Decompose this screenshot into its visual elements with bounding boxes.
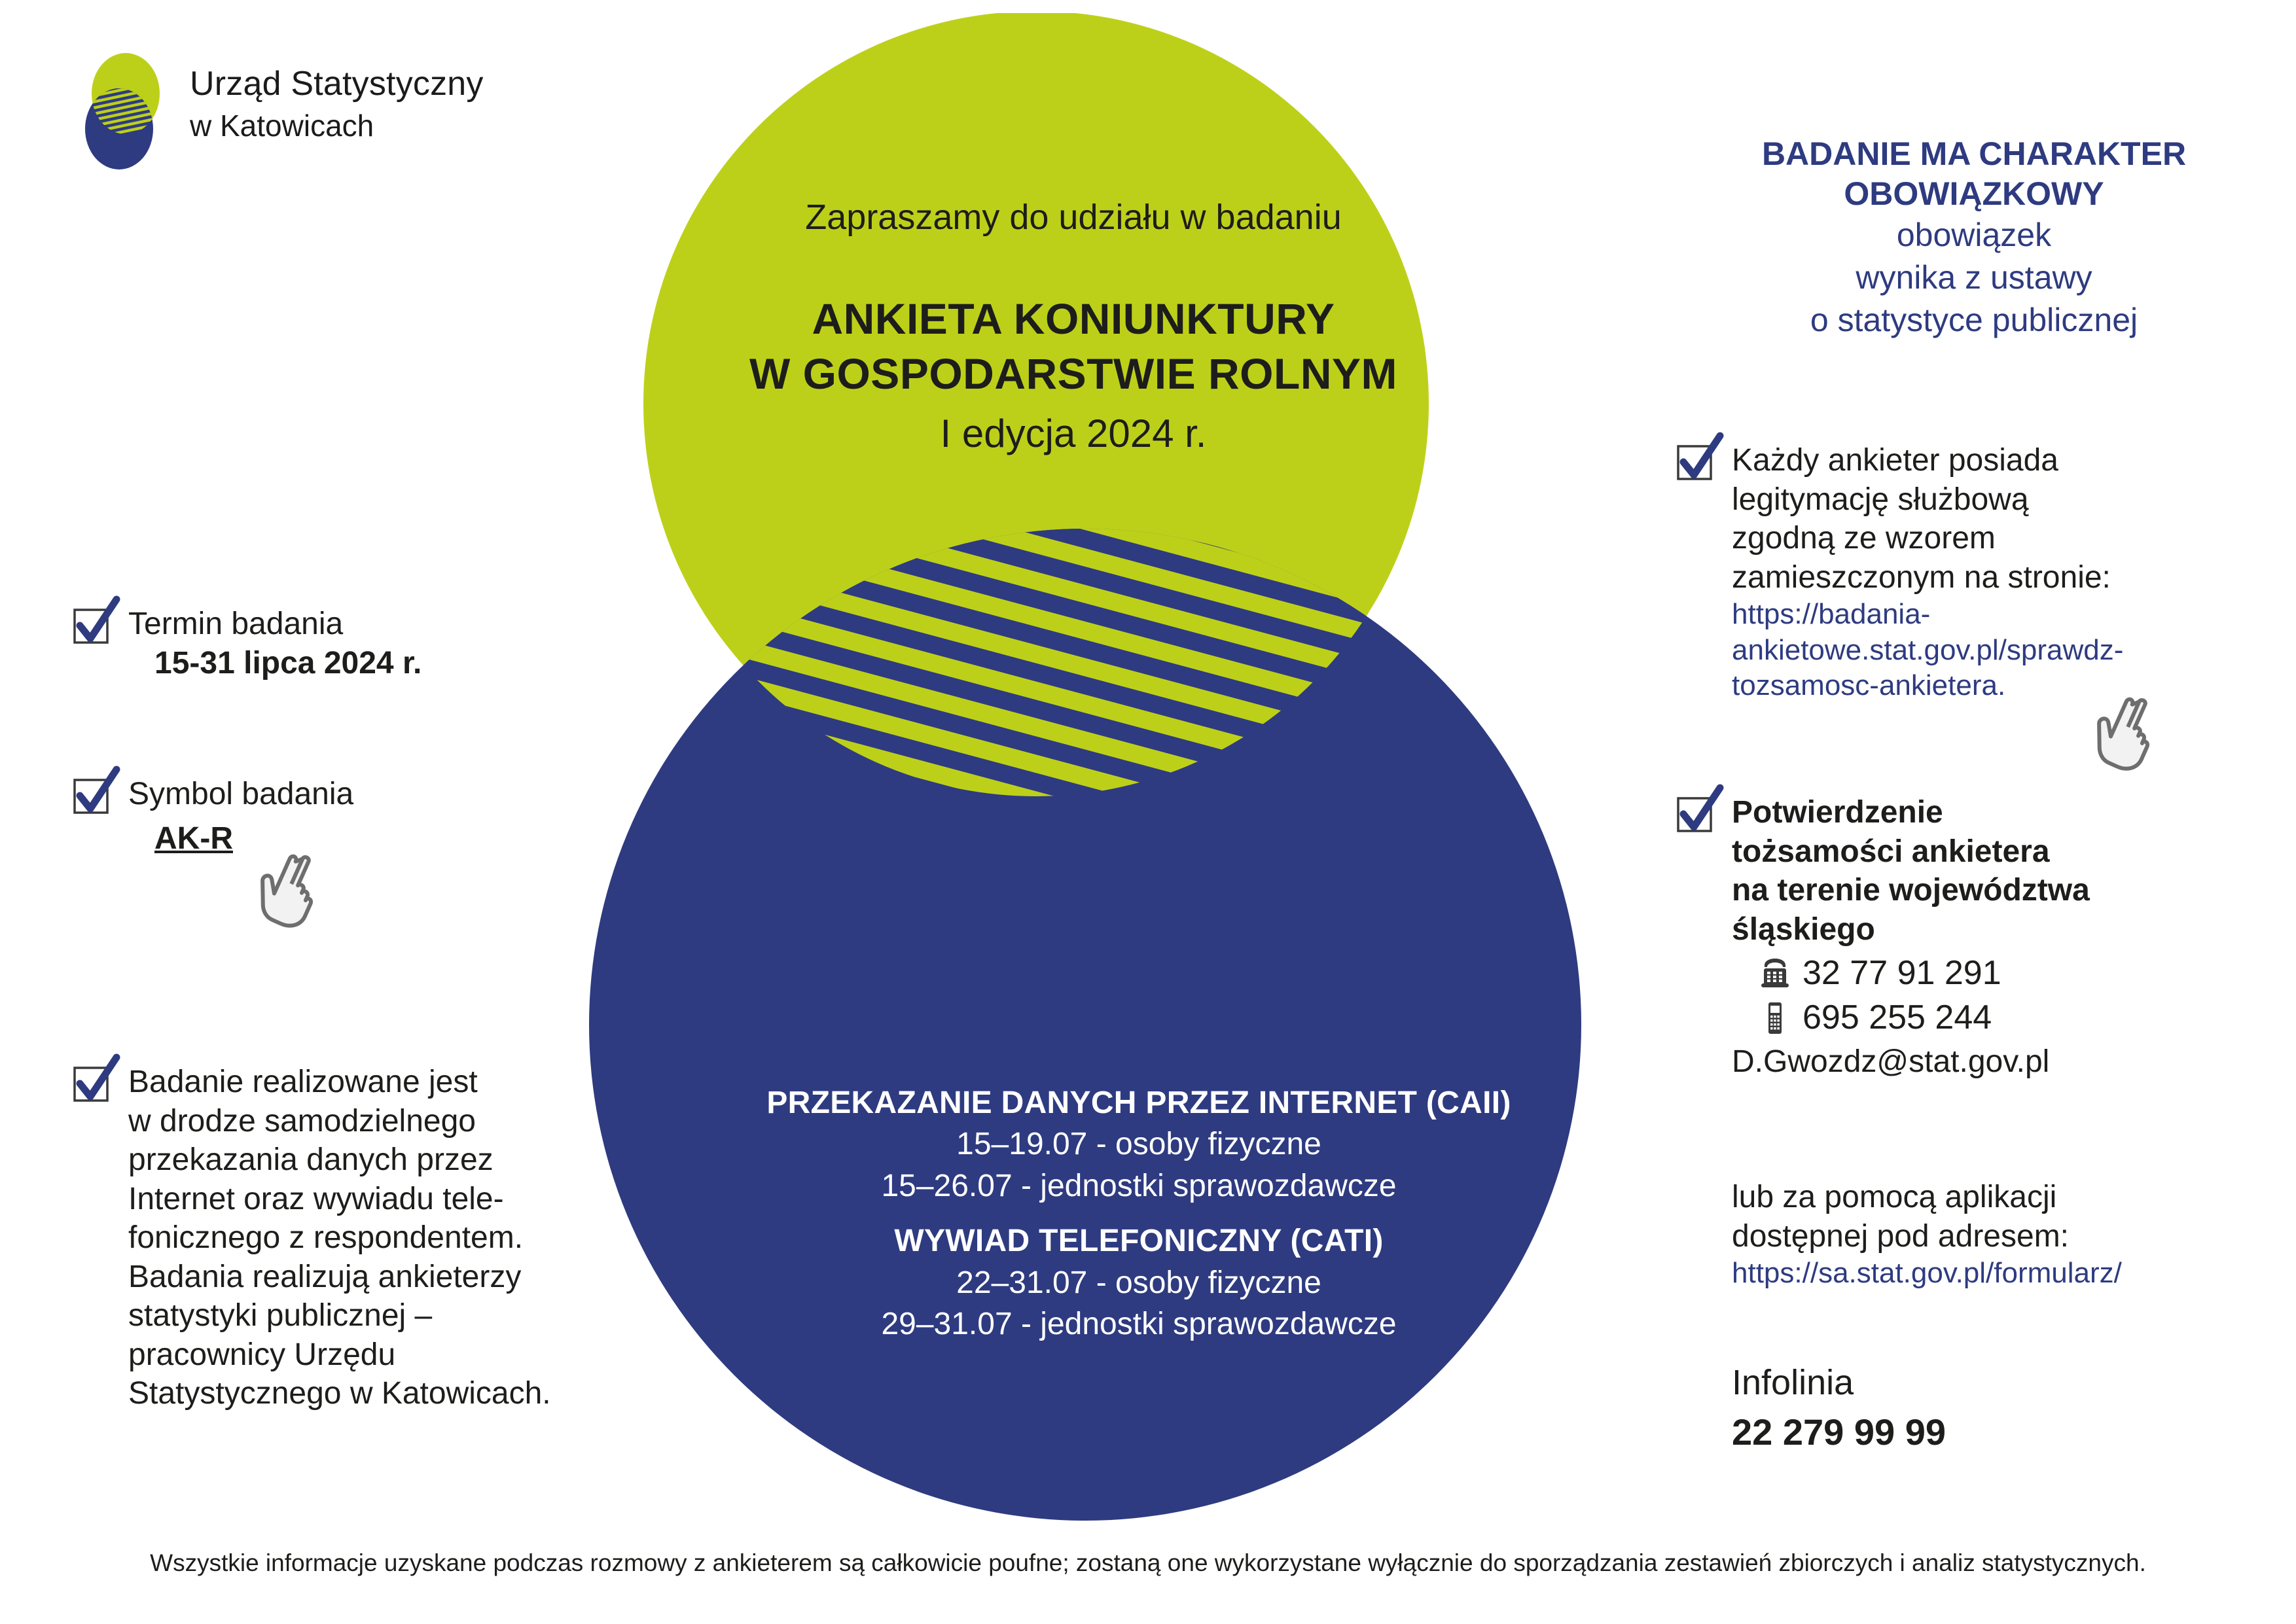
infolinia-number: 22 279 99 99: [1732, 1411, 1946, 1453]
mobile-phone-icon: [1761, 1001, 1789, 1035]
checkbox-checked-icon: [1676, 445, 1711, 480]
app-line-2: dostępnej pod adresem:: [1732, 1218, 2070, 1254]
blue-circle-text: [713, 1083, 1564, 1345]
caii-row-1: 15–19.07 - osoby fizyczne: [956, 1127, 1321, 1162]
contact-email[interactable]: D.Gwozdz@stat.gov.pl: [1732, 1044, 2050, 1079]
obligatory-title-line-1: BADANIE MA CHARAKTER: [1761, 135, 2187, 172]
realizacja-line: Internet oraz wywiadu tele-: [128, 1181, 504, 1216]
caii-heading: PRZEKAZANIE DANYCH PRZEZ INTERNET (CAII): [766, 1086, 1511, 1120]
realizacja-line: Statystycznego w Katowicach.: [128, 1376, 551, 1411]
checklist-item-potwierdzenie-body: [1732, 793, 2090, 1081]
checkbox-checked-icon: [72, 779, 107, 814]
survey-title-line-1: ANKIETA KONIUNKTURY: [812, 294, 1335, 343]
app-url[interactable]: https://sa.stat.gov.pl/formularz/: [1732, 1257, 2122, 1290]
obligatory-sub-line-3: o statystyce publicznej: [1810, 302, 2138, 338]
checklist-item-legitymacja-body: [1732, 441, 2123, 704]
organization-logo: [79, 52, 589, 170]
logo-line-1: Urząd Statystyczny: [190, 65, 484, 103]
caii-row-2: 15–26.07 - jednostki sprawozdawcze: [881, 1168, 1397, 1203]
checkbox-checked-icon: [72, 609, 107, 644]
potwierdzenie-line: tożsamości ankietera: [1732, 834, 2050, 869]
termin-value: 15-31 lipca 2024 r.: [154, 645, 422, 680]
legit-url-line-3[interactable]: tozsamosc-ankietera.: [1732, 669, 2006, 702]
potwierdzenie-line: Potwierdzenie: [1732, 795, 1943, 830]
checklist-item-symbol-body: [128, 775, 353, 858]
legit-line: Każdy ankieter posiada: [1732, 443, 2058, 478]
logo-mark-icon: [79, 52, 170, 170]
realizacja-line: Badanie realizowane jest: [128, 1065, 478, 1099]
obligatory-title-line-2: OBOWIĄZKOWY: [1844, 175, 2104, 212]
symbol-value: AK-R: [154, 821, 233, 856]
legit-line: zamieszczonym na stronie:: [1732, 559, 2111, 595]
invitation-text: Zapraszamy do udziału w badaniu: [805, 198, 1342, 237]
landline-phone-row: [1732, 953, 2090, 993]
checklist-item-termin-body: [128, 605, 422, 682]
realizacja-line: statystyki publicznej –: [128, 1298, 433, 1333]
spacer: [713, 1207, 1564, 1221]
potwierdzenie-line: śląskiego: [1732, 911, 1875, 947]
confidentiality-footer: Wszystkie informacje uzyskane podczas rozmowy z ankieterem są całkowicie poufne; zostaną one wykorzystane wyłącznie do sporządzania zestawień zbiorczych i analiz statystycznych.: [150, 1549, 2146, 1576]
obligatory-sub-line-2: wynika z ustawy: [1856, 259, 2092, 296]
realizacja-line: w drodze samodzielnego: [128, 1103, 476, 1139]
logo-wordmark: [190, 64, 484, 144]
application-block: [1732, 1178, 2269, 1292]
checklist-item-realizacja-body: [128, 1063, 551, 1413]
obligatory-notice: [1712, 134, 2236, 342]
symbol-label: Symbol badania: [128, 777, 354, 811]
potwierdzenie-line: na terenie województwa: [1732, 873, 2090, 908]
obligatory-sub-line-1: obowiązek: [1896, 217, 2052, 253]
logo-line-2: w Katowicach: [190, 109, 374, 143]
checkbox-checked-icon: [1676, 797, 1711, 832]
green-circle-text: [694, 196, 1453, 460]
termin-label: Termin badania: [128, 607, 344, 641]
cati-row-2: 29–31.07 - jednostki sprawozdawcze: [881, 1306, 1397, 1341]
cati-heading: WYWIAD TELEFONICZNY (CATI): [894, 1224, 1384, 1259]
legit-line: zgodną ze wzorem: [1732, 521, 1996, 556]
cati-row-1: 22–31.07 - osoby fizyczne: [956, 1265, 1321, 1300]
pointing-hand-cursor-icon: [2092, 694, 2165, 771]
survey-edition: I edycja 2024 r.: [940, 411, 1207, 455]
realizacja-line: przekazania danych przez: [128, 1142, 493, 1178]
landline-phone-number: 32 77 91 291: [1803, 954, 2001, 993]
infolinia-label: Infolinia: [1732, 1363, 1854, 1402]
realizacja-line: Badania realizują ankieterzy: [128, 1259, 522, 1294]
mobile-phone-number: 695 255 244: [1803, 998, 1992, 1037]
infolinia-block: [1732, 1361, 2269, 1455]
telephone-icon: [1761, 956, 1789, 990]
legit-url-line-1[interactable]: https://badania-: [1732, 598, 1931, 631]
legit-line: legitymację służbową: [1732, 482, 2029, 517]
legit-url-line-2[interactable]: ankietowe.stat.gov.pl/sprawdz-: [1732, 633, 2124, 666]
realizacja-line: fonicznego z respondentem.: [128, 1220, 524, 1256]
checkbox-checked-icon: [72, 1067, 107, 1102]
survey-title-line-2: W GOSPODARSTWIE ROLNYM: [749, 349, 1397, 398]
mobile-phone-row: [1732, 997, 2090, 1038]
pointing-hand-cursor-icon: [255, 851, 329, 928]
realizacja-line: pracownicy Urzędu: [128, 1337, 396, 1372]
app-line-1: lub za pomocą aplikacji: [1732, 1180, 2057, 1214]
